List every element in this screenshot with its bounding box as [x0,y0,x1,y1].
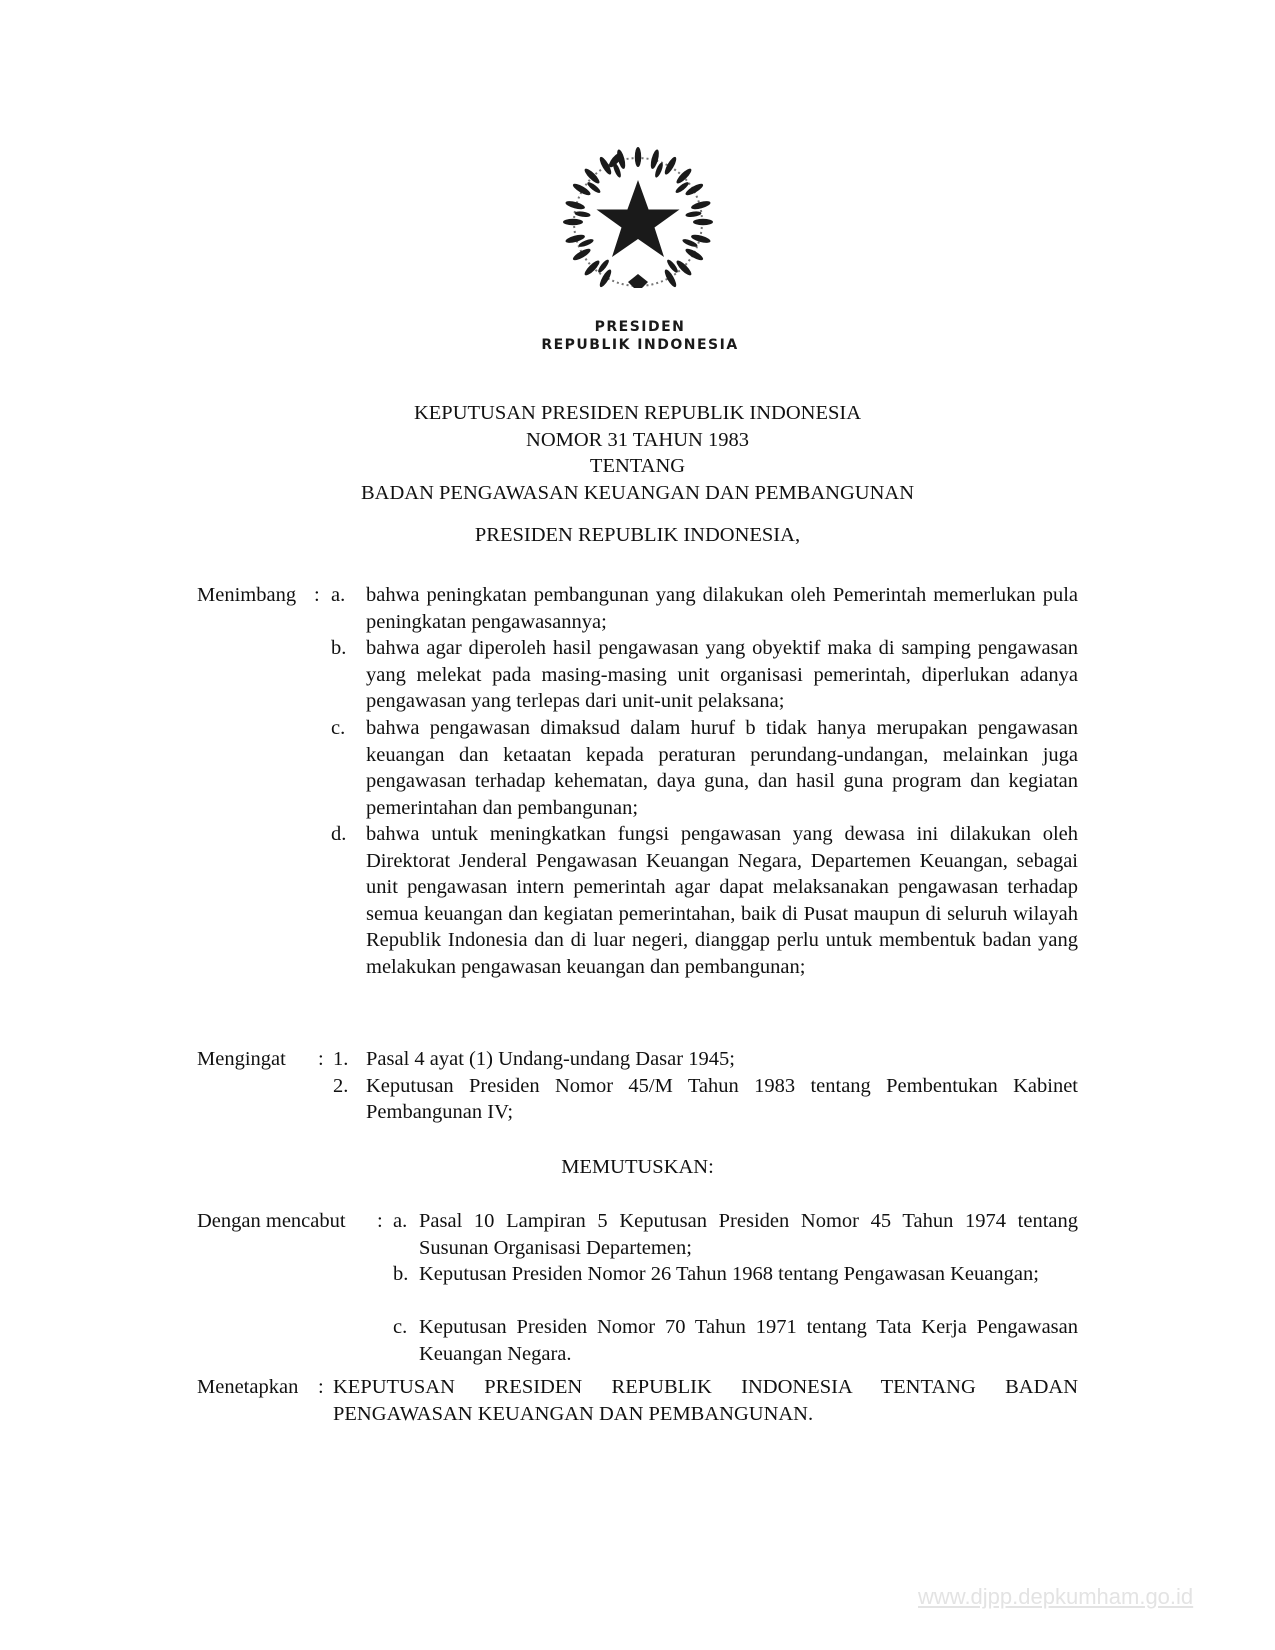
mengingat-2-text: Keputusan Presiden Nomor 45/M Tahun 1983 tentang Pembentukan Kabinet Pembangunan IV; [366,1074,1078,1123]
mengingat-2-marker: 2. [333,1074,349,1097]
menimbang-label: Menimbang [197,584,297,606]
menimbang-a-marker: a. [331,584,346,606]
title-line-1: KEPUTUSAN PRESIDEN REPUBLIK INDONESIA [413,402,862,424]
menimbang-b-marker: b. [331,637,347,659]
mencabut-b-marker: b. [393,1263,409,1285]
mencabut-a-text: Pasal 10 Lampiran 5 Keputusan Presiden Nomor 45 Tahun 1974 tentang Susunan Organisasi Departemen; [419,1210,1078,1259]
mengingat-1-marker: 1. [333,1048,349,1070]
watermark-link[interactable]: www.djpp.depkumham.go.id [918,1584,1194,1609]
dengan-mencabut-label: Dengan mencabut [197,1210,346,1232]
mengingat-label: Mengingat [197,1048,286,1070]
mencabut-c-marker: c. [393,1316,408,1338]
title-line-2: NOMOR 31 TAHUN 1983 [526,429,749,451]
presidential-emblem-icon [562,146,714,298]
mengingat-section [0,1046,1275,1136]
menimbang-a-text: bahwa peningkatan pembangunan yang dilakukan oleh Pemerintah memerlukan pula peningkatan pengawasannya; [366,584,1078,633]
memutuskan-heading: MEMUTUSKAN: [561,1156,714,1178]
menetapkan-section [0,1374,1275,1434]
mencabut-c-text: Keputusan Presiden Nomor 70 Tahun 1971 tentang Tata Kerja Pengawasan Keuangan Negara. [419,1316,1078,1365]
menimbang-b-text: bahwa agar diperoleh hasil pengawasan yang obyektif maka di samping pengawasan yang melekat pada masing-masing unit organisasi pemerintah, diperlukan adanya pengawasan yang terlepas dari unit-unit pelaksana; [366,637,1078,712]
menetapkan-text: KEPUTUSAN PRESIDEN REPUBLIK INDONESIA TENTANG BADAN PENGAWASAN KEUANGAN DAN PEMBANGUNAN. [333,1376,1078,1425]
mencabut-b-text: Keputusan Presiden Nomor 26 Tahun 1968 tentang Pengawasan Keuangan; [419,1263,1039,1285]
menimbang-section [0,582,1275,1012]
mengingat-1-text: Pasal 4 ayat (1) Undang-undang Dasar 1945; [366,1048,735,1070]
dengan-mencabut-colon: : [377,1210,383,1232]
menimbang-c-text: bahwa pengawasan dimaksud dalam huruf b tidak hanya merupakan pengawasan keuangan dan ketaatan kepada peraturan perundang-undangan, melainkan juga pengawasan terhadap kehematan, daya guna, dan hasil guna program dan kegiatan pemerintahan dan pembangunan; [366,717,1078,819]
letterhead-line-2: REPUBLIK INDONESIA [541,337,739,353]
menetapkan-colon: : [318,1376,324,1398]
dengan-mencabut-section [0,1208,1275,1365]
menetapkan-label: Menetapkan [197,1376,299,1398]
menimbang-d-marker: d. [331,823,347,845]
letterhead-line-1: PRESIDEN [594,319,686,335]
opening-line: PRESIDEN REPUBLIK INDONESIA, [474,524,801,546]
menimbang-d-text: bahwa untuk meningkatkan fungsi pengawasan yang dewasa ini dilakukan oleh Direktorat Jenderal Pengawasan Keuangan Negara, Departemen Keuangan, sebagai unit pengawasan intern pemerintah agar dapat melaksanakan pengawasan terhadap semua keuangan dan kegiatan pemerintahan, baik di Pusat maupun di seluruh wilayah Republik Indonesia dan di luar negeri, dianggap perlu untuk membentuk badan yang melakukan pengawasan keuangan dan pembangunan; [366,823,1078,978]
menimbang-colon: : [314,584,320,606]
title-line-3: TENTANG [589,455,686,477]
mencabut-a-marker: a. [393,1210,408,1232]
title-line-4: BADAN PENGAWASAN KEUANGAN DAN PEMBANGUNAN [361,482,914,504]
mengingat-colon: : [318,1048,324,1070]
menimbang-c-marker: c. [331,717,346,739]
